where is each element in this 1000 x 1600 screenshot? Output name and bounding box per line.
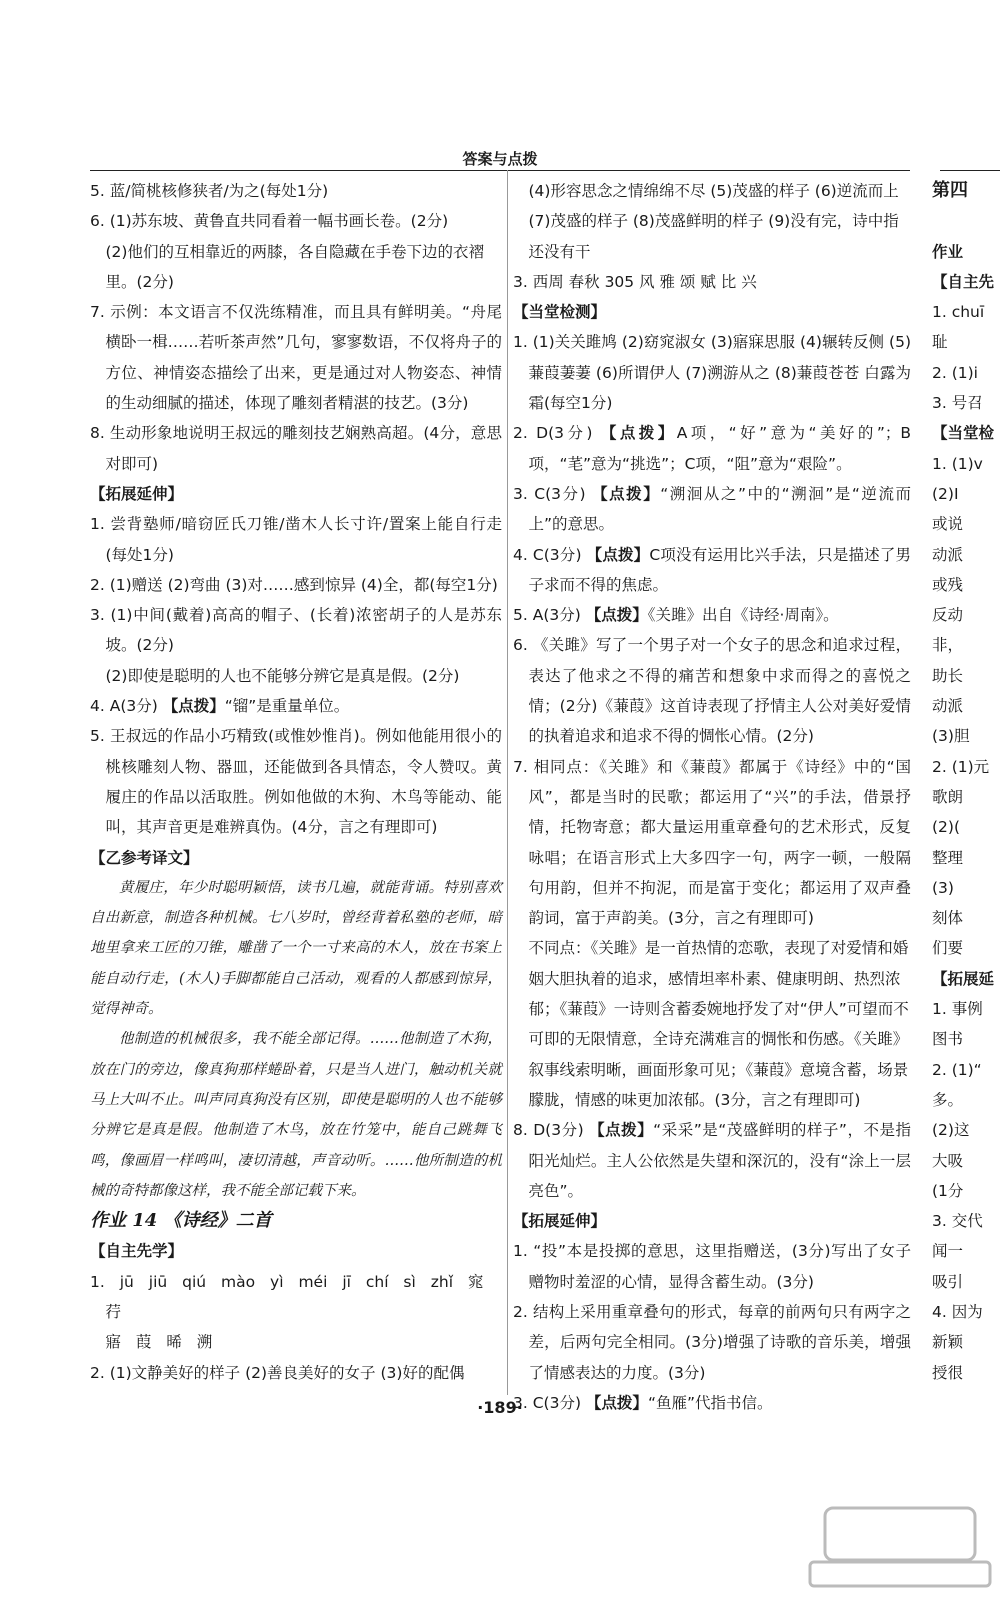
answer-item	[513, 1115, 911, 1206]
clipped-line: 2. (1)元	[932, 757, 990, 776]
clipped-line: 1. chuī	[932, 303, 985, 322]
clipped-line: 们要	[932, 939, 964, 958]
answer-text: 《关雎》出自《诗经·周南》。	[647, 606, 839, 625]
section-heading: 【当堂检测】	[513, 303, 607, 322]
answer-item: 2. 结构上采用重章叠句的形式，每章的前两句只有两字之差，后两句完全相同。(3分)增强了诗歌的音乐美，增强了情感表达的力度。(3分)	[513, 1302, 911, 1382]
answer-text: A项，“好”意为“美好的”；B项，“芼”意为“挑选”；C项，“阻”意为“艰险”。	[528, 424, 911, 473]
clipped-line: 3. 交代	[932, 1212, 983, 1231]
clipped-line: 【自主先	[932, 272, 995, 291]
column-divider	[507, 170, 508, 1395]
clipped-line: 2. (1)i	[932, 363, 978, 382]
clipped-line: 第四	[932, 180, 968, 201]
clipped-line: 助长	[932, 666, 964, 685]
pinyin-line: 寤 葭 晞 溯	[105, 1333, 213, 1352]
hint-label: 【点拨】	[589, 1121, 654, 1140]
clipped-line: 1. 事例	[932, 1000, 983, 1019]
page-header: 答案与点拨	[462, 150, 538, 168]
left-column	[90, 176, 502, 1388]
answer-item	[513, 418, 911, 479]
clipped-line: 2. (1)“	[932, 1060, 982, 1079]
clipped-line: 闻一	[932, 1242, 964, 1261]
hint-label: 【点拨】	[592, 484, 661, 503]
clipped-line: 多。	[932, 1090, 964, 1109]
answer-text: 5. A(3分)	[513, 606, 586, 625]
clipped-line	[932, 206, 1000, 236]
clipped-line: 图书	[932, 1030, 964, 1049]
answer-text: “鱼雁”代指书信。	[647, 1393, 773, 1412]
answer-text: 4. C(3分)	[513, 545, 587, 564]
answer-item: 2. (1)赠送 (2)弯曲 (3)对……感到惊异 (4)全，都(每空1分)	[90, 575, 498, 594]
section-heading: 【拓展延伸】	[513, 1212, 607, 1231]
clipped-line: 刻体	[932, 909, 964, 928]
answer-item	[513, 479, 911, 540]
clipped-line: 动派	[932, 545, 964, 564]
clipped-line: 作业	[932, 242, 964, 261]
clipped-line: 3. 号召	[932, 394, 983, 413]
answer-item: 3. 西周 春秋 305 风 雅 颂 赋 比 兴	[513, 272, 757, 291]
section-heading: 【乙参考译文】	[90, 848, 199, 867]
clipped-line: 大吸	[932, 1151, 964, 1170]
clipped-line: 【拓展延	[932, 969, 995, 988]
clipped-line: 【当堂检	[932, 424, 995, 443]
clipped-line: 整理	[932, 848, 964, 867]
answer-item	[90, 691, 502, 721]
watermark-frame	[810, 1562, 990, 1586]
answer-text: C项没有运用比兴手法，只是描述了男子求而不得的焦虑。	[528, 545, 912, 594]
page-number: ·189·	[477, 1398, 523, 1417]
clipped-line: (1分	[932, 1181, 964, 1200]
answer-item: 7. 相同点：《关雎》和《蒹葭》都属于《诗经》中的“国风”，都是当时的民歌；都运用了“兴”的手法，借景抒情，托物寄意；都大量运用重章叠句的艺术形式，反复咏唱；在语言形式上大多四字一句，两字一顿，一般隔句用韵，但并不拘泥，而是富于变化；都运用了双声叠韵词，富于声韵美。(3分，言之有理即可)	[513, 757, 911, 928]
answer-text: “溯洄从之”中的“溯洄”是“逆流而上”的意思。	[528, 484, 911, 534]
homework-title: 作业 14 《诗经》二首	[90, 1210, 272, 1232]
clipped-line: 授很	[932, 1363, 964, 1382]
clipped-line: 新颖	[932, 1333, 964, 1352]
clipped-line: 1. (1)v	[932, 454, 983, 473]
answer-item: 1. (1)关关雎鸠 (2)窈窕淑女 (3)寤寐思服 (4)辗转反侧 (5)蒹葭萋萋 (6)所谓伊人 (7)溯游从之 (8)蒹葭苍苍 白露为霜(每空1分)	[513, 333, 911, 413]
answer-text: 3. C(3分)	[513, 484, 593, 503]
clipped-line: 歌朗	[932, 787, 964, 806]
answer-item: 7. 示例：本文语言不仅洗练精准，而且具有鲜明美。“舟尾横卧一楫……若听茶声然”几句，寥寥数语，不仅将舟子的方位、神情姿态描绘了出来，更是通过对人物姿态、神情的生动细腻的描述，体现了雕刻者精湛的技艺。(3分)	[90, 303, 502, 413]
answer-subitem: 不同点：《关雎》是一首热情的恋歌，表现了对爱情和婚姻大胆执着的追求，感情坦率朴素、健康明朗、热烈浓郁；《蒹葭》一诗则含蓄委婉地抒发了对“伊人”可望而不可即的无限情意，全诗充满难言的惆怅和伤感。《关雎》叙事线索明晰，画面形象可见；《蒹葭》意境含蓄，场景朦胧，情感的味更加浓郁。(3分，言之有理即可)	[528, 939, 909, 1109]
hint-label: 【点拨】	[585, 1393, 648, 1412]
answer-subitem: (2)他们的互相靠近的两膝，各自隐藏在手卷下边的衣褶里。(2分)	[105, 242, 484, 291]
answer-item: 6. (1)苏东坡、黄鲁直共同看着一幅书画长卷。(2分)	[90, 212, 449, 231]
answer-item: 1. “投”本是投掷的意思，这里指赠送，(3分)写出了女子赠物时羞涩的心情，显得含蓄生动。(3分)	[513, 1242, 911, 1291]
answer-item	[513, 540, 911, 601]
watermark-logo	[805, 1500, 995, 1590]
watermark-frame	[825, 1508, 975, 1560]
header-rule	[90, 170, 910, 171]
clipped-line: 反动	[932, 606, 964, 625]
answer-item	[513, 600, 911, 630]
answer-item: 2. (1)文静美好的样子 (2)善良美好的女子 (3)好的配偶	[90, 1363, 465, 1382]
middle-column	[513, 176, 911, 1418]
clipped-line: 或残	[932, 575, 964, 594]
answer-text: 2. D(3分)	[513, 424, 601, 443]
clipped-line: 非，	[932, 636, 964, 655]
answer-item: 8. 生动形象地说明王叔远的雕刻技艺娴熟高超。(4分，意思对即可)	[90, 424, 502, 473]
section-heading: 【自主先学】	[90, 1242, 184, 1261]
section-heading: 【拓展延伸】	[90, 484, 184, 503]
answer-item: 6. 《关雎》写了一个男子对一个女子的思念和追求过程，表达了他求之不得的痛苦和想象中求而得之的喜悦之情；(2分)《蒹葭》这首诗表现了抒情主人公对美好爱情的执着追求和追求不得的惆怅心情。(2分)	[513, 636, 911, 746]
answer-text: “采采”是“茂盛鲜明的样子”，不是指阳光灿烂。主人公依然是失望和深沉的，没有“涂上一层亮色”。	[528, 1121, 911, 1200]
answer-text: 8. D(3分)	[513, 1121, 590, 1140]
pinyin-line: 1. jū jiū qiú mào yì méi jī chí sì zhǐ 窕 荇	[90, 1272, 484, 1321]
hint-label: 【点拨】	[162, 697, 225, 716]
clipped-line: 动派	[932, 697, 964, 716]
answer-text: 4. A(3分)	[90, 697, 163, 716]
translation-paragraph: 黄履庄，年少时聪明颖悟，读书几遍，就能背诵。特别喜欢自出新意，制造各种机械。七八岁时，曾经背着私塾的老师，暗地里拿来工匠的刀锥，雕凿了一个一寸来高的木人，放在书案上能自动行走，(木人)手脚都能自己活动，观看的人都感到惊异，觉得神奇。	[90, 879, 502, 1018]
answer-text: 3. C(3分)	[513, 1393, 586, 1412]
clipped-line: 吸引	[932, 1272, 964, 1291]
clipped-line: 耻	[932, 333, 948, 352]
answer-item: 3. (1)中间(戴着)高高的帽子、(长着)浓密胡子的人是苏东坡。(2分)	[90, 606, 502, 655]
answer-item: 5. 王叔远的作品小巧精致(或惟妙惟肖)。例如他能用很小的桃核雕刻人物、器皿，还能做到各具情态，令人赞叹。黄履庄的作品以活取胜。例如他做的木狗、木鸟等能动、能叫，其声音更是难辨真伪。(4分，言之有理即可)	[90, 727, 502, 837]
header-rule-right	[940, 170, 1000, 171]
answer-subitem: (4)形容思念之情绵绵不尽 (5)茂盛的样子 (6)逆流而上 (7)茂盛的样子 (8)茂盛鲜明的样子 (9)没有完，诗中指还没有干	[528, 182, 899, 261]
answer-item: 1. 尝背塾师/暗窃匠氏刀锥/凿木人长寸许/置案上能自行走(每处1分)	[90, 515, 502, 564]
clipped-line: (3)	[932, 878, 954, 897]
hint-label: 【点拨】	[586, 545, 650, 564]
clipped-line: 4. 因为	[932, 1302, 983, 1321]
hint-label: 【点拨】	[600, 424, 677, 443]
clipped-line: (3)胆	[932, 727, 970, 746]
answer-text: “镏”是重量单位。	[224, 697, 350, 716]
clipped-line: (2)(	[932, 818, 961, 837]
right-column-clipped	[932, 176, 1000, 1388]
answer-item: 5. 蓝/简桃核修狭者/为之(每处1分)	[90, 182, 329, 200]
translation-paragraph: 他制造的机械很多，我不能全部记得。……他制造了木狗，放在门的旁边，像真狗那样蜷卧着，只是当人进门，触动机关就马上大叫不止。叫声同真狗没有区别，即使是聪明的人也不能够分辨它是真是假。他制造了木鸟，放在竹笼中，能自己跳舞飞鸣，像画眉一样鸣叫，凄切清越，声音动听。……他所制造的机械的奇特都像这样，我不能全部记载下来。	[90, 1031, 502, 1199]
hint-label: 【点拨】	[585, 606, 648, 625]
clipped-line: (2)I	[932, 484, 959, 503]
clipped-line: (2)这	[932, 1121, 970, 1140]
clipped-line: 或说	[932, 515, 964, 534]
answer-subitem: (2)即使是聪明的人也不能够分辨它是真是假。(2分)	[105, 666, 460, 685]
